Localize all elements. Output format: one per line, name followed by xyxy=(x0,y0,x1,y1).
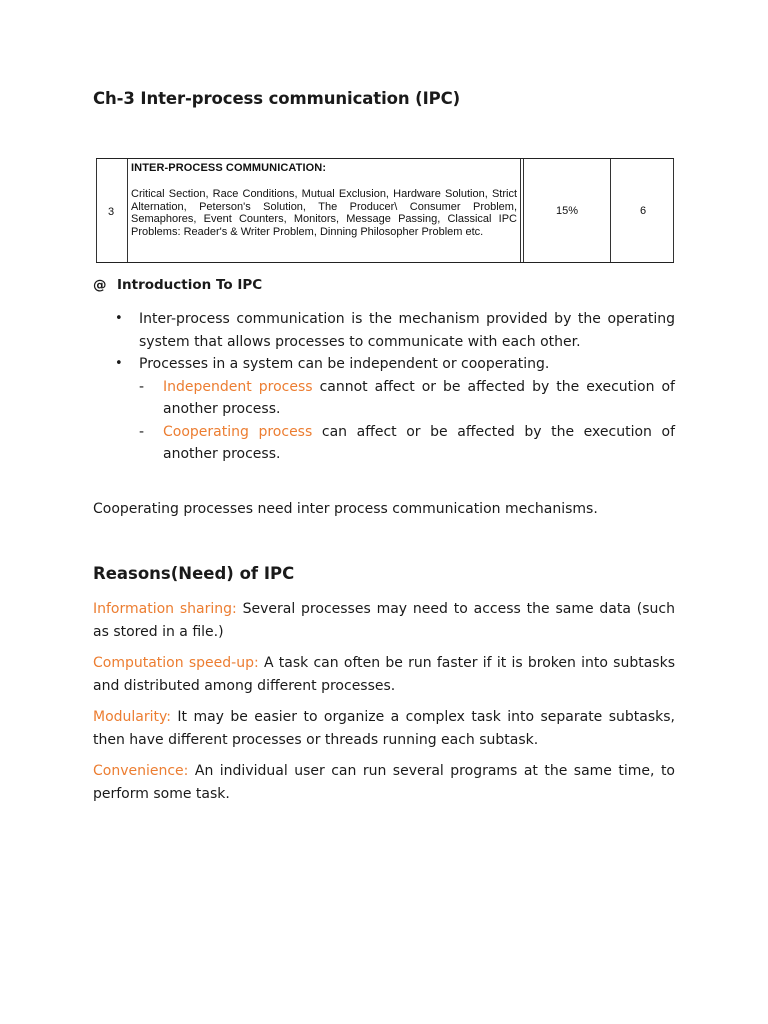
reason-text: Several processes may need to access the same data (such as stored in a file.) xyxy=(93,601,675,640)
syllabus-table xyxy=(96,158,674,263)
intro-heading-text: Introduction To IPC xyxy=(117,277,263,293)
intro-bullet-list xyxy=(93,308,675,466)
highlight-term: Cooperating process xyxy=(163,423,313,440)
topic-body: Critical Section, Race Conditions, Mutual Exclusion, Hardware Solution, Strict Alternation, Peterson's Solution, The Producer\ Consumer Problem, Semaphores, Event Counters, Monitors, Message Passing, Classical IPC Problems: Reader's & Writer Problem, Dinning Philosopher Problem etc. xyxy=(131,187,517,239)
at-sign: @ xyxy=(93,277,107,293)
highlight-term: Convenience: xyxy=(93,763,189,779)
highlight-term: Computation speed-up: xyxy=(93,655,259,671)
bullet-icon: • xyxy=(115,311,123,326)
highlight-term: Modularity: xyxy=(93,709,171,725)
dash-icon: - xyxy=(139,378,145,395)
chapter-title: Ch-3 Inter-process communication (IPC) xyxy=(93,89,461,108)
topic-heading: INTER-PROCESS COMMUNICATION: xyxy=(131,162,327,174)
weightage-cell: 15% xyxy=(555,205,579,217)
reason-paragraph xyxy=(93,652,675,697)
unit-number-cell: 3 xyxy=(107,206,115,218)
reason-paragraph xyxy=(93,598,675,643)
reason-paragraph xyxy=(93,760,675,805)
dash-icon: - xyxy=(139,423,145,440)
process-type-list xyxy=(139,376,675,466)
bullet-text: Processes in a system can be independent or cooperating. xyxy=(139,356,550,372)
reasons-heading: Reasons(Need) of IPC xyxy=(93,564,295,583)
closing-paragraph: Cooperating processes need inter process communication mechanisms. xyxy=(93,501,598,517)
table-divider xyxy=(127,159,128,262)
reason-text: A task can often be run faster if it is broken into subtasks and distributed among different processes. xyxy=(93,655,675,694)
highlight-term: Independent process xyxy=(163,378,313,395)
list-item xyxy=(139,376,675,421)
table-divider xyxy=(610,159,611,262)
table-divider-double xyxy=(520,159,524,262)
list-item xyxy=(93,308,675,353)
reasons-list xyxy=(93,598,675,814)
reason-text: It may be easier to organize a complex task into separate subtasks, then have different processes or threads running each subtask. xyxy=(93,709,675,748)
highlight-term: Information sharing: xyxy=(93,601,237,617)
reason-paragraph xyxy=(93,706,675,751)
sub-item-text: can affect or be affected by the execution of another process. xyxy=(163,423,675,462)
hours-cell: 6 xyxy=(639,205,647,217)
intro-heading xyxy=(93,277,262,293)
list-item xyxy=(93,353,675,466)
topic-cell xyxy=(131,162,517,239)
sub-item-text: cannot affect or be affected by the execution of another process. xyxy=(163,378,675,417)
reason-text: An individual user can run several programs at the same time, to perform some task. xyxy=(93,763,675,802)
list-item xyxy=(139,421,675,466)
bullet-text: Inter-process communication is the mechanism provided by the operating system that allows processes to communicate with each other. xyxy=(139,311,675,350)
bullet-icon: • xyxy=(115,356,123,371)
